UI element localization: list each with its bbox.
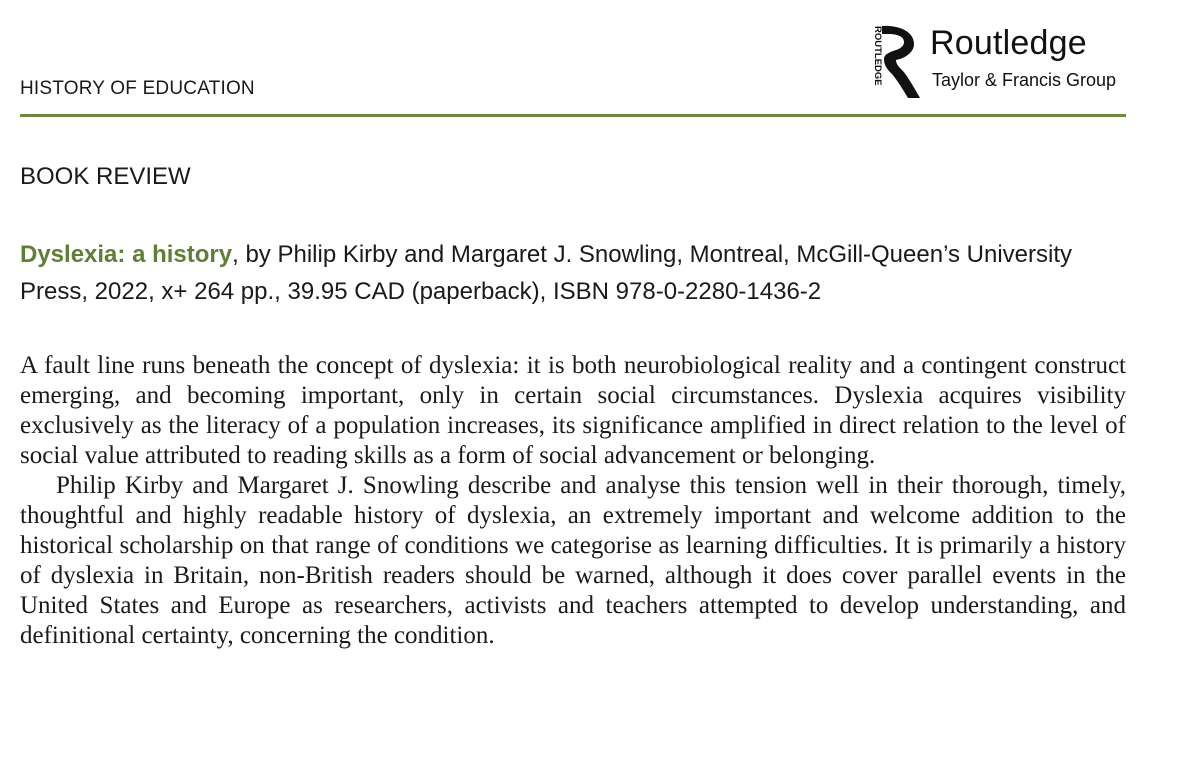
publisher-logo xyxy=(866,22,1136,102)
book-citation xyxy=(20,236,1128,310)
section-label: BOOK REVIEW xyxy=(20,163,191,190)
paragraph: Philip Kirby and Margaret J. Snowling describe and analyse this tension well in their thorough, timely, thoughtful and highly readable history of dyslexia, an extremely important and welcome addition to the historical scholarship on that range of conditions we categorise as learning difficulties. It is primarily a history of dyslexia in Britain, non-British readers should be warned, although it does cover parallel events in the United States and Europe as researchers, activists and teachers attempted to develop understanding, and definitional certainty, concerning the condition. xyxy=(20,472,1126,649)
publisher-group: Taylor & Francis Group xyxy=(932,70,1117,90)
review-body xyxy=(20,351,1126,651)
paragraph: A fault line runs beneath the concept of dyslexia: it is both neurobiological reality and a contingent construct emerging, and becoming important, only in certain social circumstances. Dyslexia acquires visibility exclusively as the literacy of a population increases, its significance amplified in direct relation to the level of social value attributed to reading skills as a form of social advancement or belonging. xyxy=(20,352,1126,469)
logo-face-outline xyxy=(888,38,900,49)
logo-vertical-text: ROUTLEDGE xyxy=(872,26,883,86)
header-divider xyxy=(20,114,1126,117)
publisher-name: Routledge xyxy=(930,24,1087,62)
routledge-logo-icon xyxy=(866,24,922,100)
citation-details: , by Philip Kirby and Margaret J. Snowling, Montreal, McGill-Queen’s University Press, 2022, x+ 264 pp., 39.95 CAD (paperback), ISBN 978-0-2280-1436-2 xyxy=(20,241,1072,305)
book-title: Dyslexia: a history xyxy=(20,241,233,268)
journal-title: HISTORY OF EDUCATION xyxy=(20,78,255,99)
logo-profile-shape xyxy=(882,26,920,98)
